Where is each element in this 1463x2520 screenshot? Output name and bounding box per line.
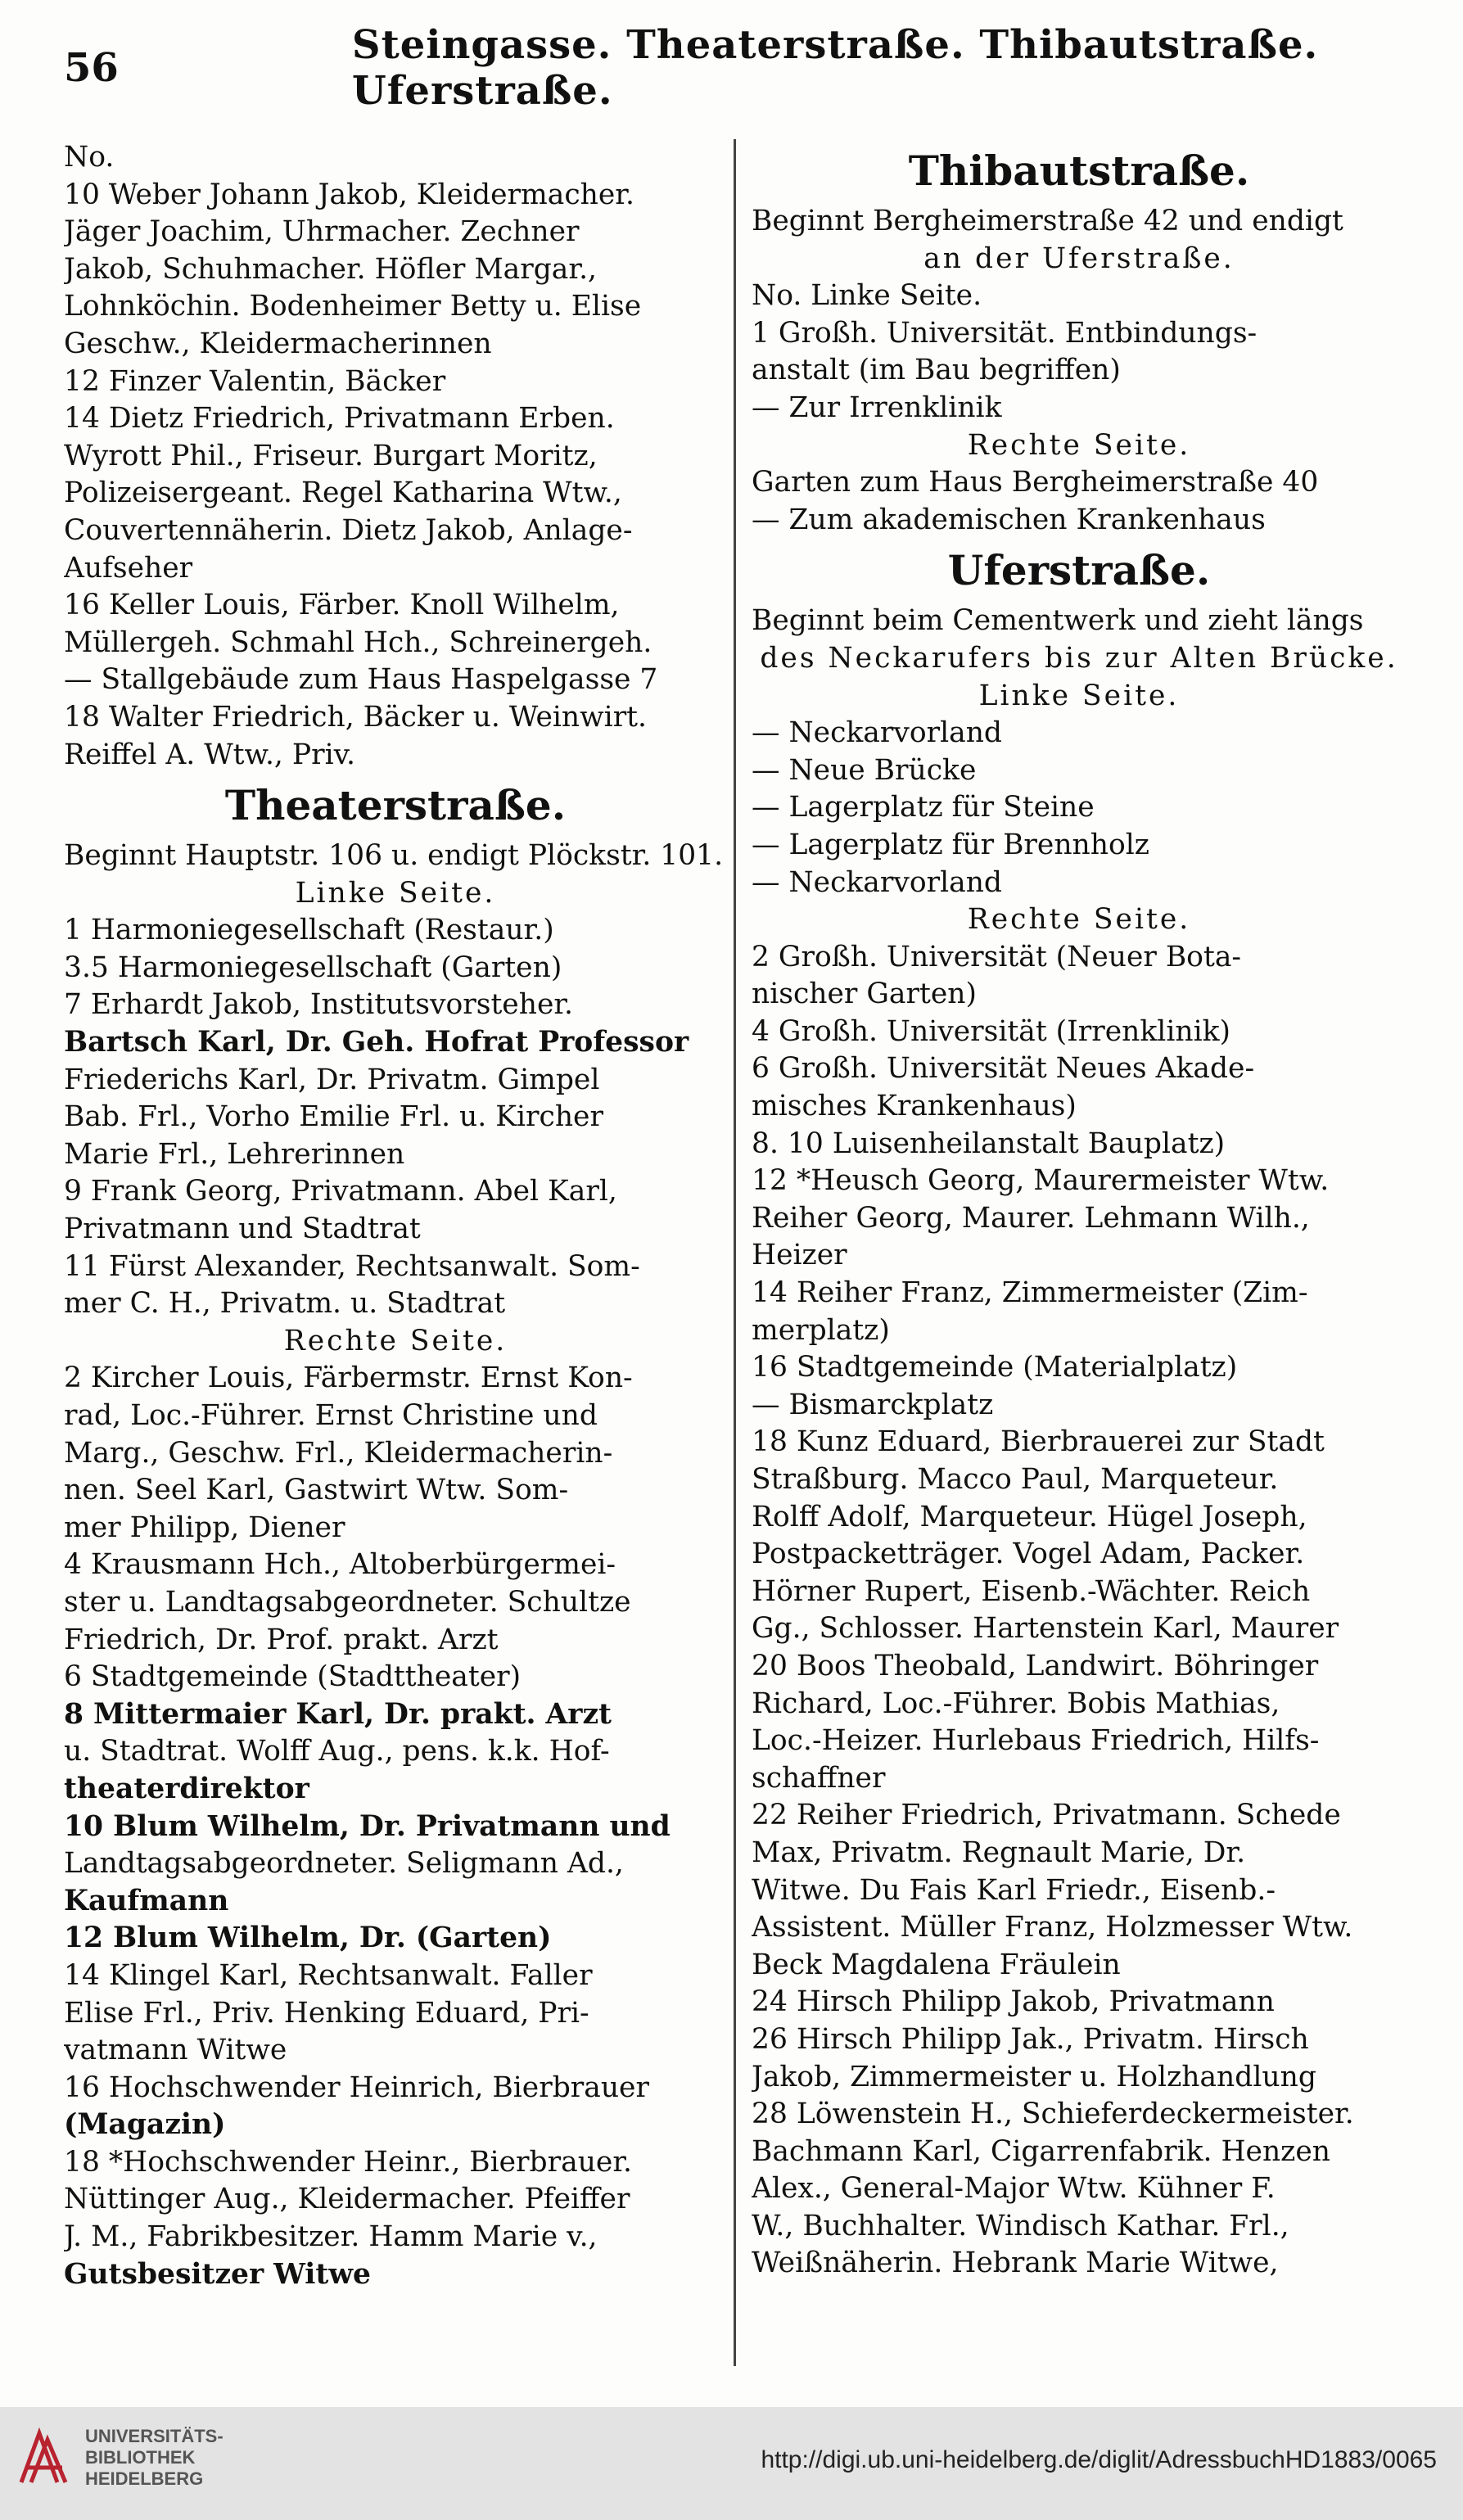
directory-line: vatmann Witwe	[64, 2034, 287, 2067]
library-logo[interactable]	[15, 2425, 224, 2491]
directory-line: anstalt (im Bau begriffen)	[752, 354, 1121, 387]
directory-line: Lohnköchin. Bodenheimer Betty u. Elise	[64, 290, 642, 323]
directory-line: 11 Fürst Alexander, Rechtsanwalt. Som-	[64, 1249, 640, 1283]
directory-line: 10 Blum Wilhelm, Dr. Privatmann und	[64, 1809, 671, 1843]
directory-line: Rechte Seite.	[967, 428, 1191, 462]
left-column	[64, 139, 727, 2293]
directory-line: Garten zum Haus Bergheimerstraße 40	[752, 466, 1319, 499]
directory-line: 3.5 Harmoniegesellschaft (Garten)	[64, 951, 562, 984]
directory-line: Müllergeh. Schmahl Hch., Schreinergeh.	[64, 625, 652, 659]
directory-line: Reiher Georg, Maurer. Lehmann Wilh.,	[752, 1201, 1310, 1235]
directory-line: 26 Hirsch Philipp Jak., Privatm. Hirsch	[752, 2022, 1309, 2056]
directory-line: Alex., General-Major Wtw. Kühner F.	[752, 2172, 1276, 2206]
directory-line: 6 Großh. Universität Neues Akade-	[752, 1052, 1255, 1086]
directory-line: Gg., Schlosser. Hartenstein Karl, Maurer	[752, 1612, 1339, 1646]
directory-line: theaterdirektor	[64, 1772, 309, 1805]
directory-line: mer C. H., Privatm. u. Stadtrat	[64, 1287, 506, 1321]
directory-line: Hörner Rupert, Eisenb.-Wächter. Reich	[752, 1574, 1311, 1608]
directory-line: Linke Seite.	[295, 876, 496, 910]
directory-line: nen. Seel Karl, Gastwirt Wtw. Som-	[64, 1474, 569, 1507]
directory-line: 4 Großh. Universität (Irrenklinik)	[752, 1014, 1230, 1048]
directory-line: Geschw., Kleidermacherinnen	[64, 327, 492, 360]
running-title: Steingasse. Theaterstraße. Thibautstraße. Uferstraße.	[351, 22, 1319, 114]
directory-line: 18 Walter Friedrich, Bäcker u. Weinwirt.	[64, 700, 648, 734]
directory-line: Aufseher	[64, 551, 193, 585]
directory-line: — Lagerplatz für Steine	[752, 791, 1095, 824]
directory-line: Postpacketträger. Vogel Adam, Packer.	[752, 1538, 1305, 1571]
directory-line: 8. 10 Luisenheilanstalt Bauplatz)	[752, 1127, 1226, 1160]
directory-line: 12 *Heusch Georg, Maurermeister Wtw.	[752, 1164, 1330, 1198]
directory-line: Marg., Geschw. Frl., Kleidermacherin-	[64, 1436, 613, 1470]
directory-line: 8 Mittermaier Karl, Dr. prakt. Arzt	[64, 1697, 612, 1731]
directory-line: Jakob, Zimmermeister u. Holzhandlung	[752, 2060, 1316, 2093]
directory-line: 1 Großh. Universität. Entbindungs-	[752, 316, 1258, 350]
directory-line: 7 Erhardt Jakob, Institutsvorsteher.	[64, 988, 574, 1022]
directory-line: Rolff Adolf, Marqueteur. Hügel Joseph,	[752, 1500, 1307, 1533]
directory-line: Beginnt beim Cementwerk und zieht längs	[752, 604, 1364, 638]
directory-line: rad, Loc.-Führer. Ernst Christine und	[64, 1399, 598, 1432]
directory-line: 12 Finzer Valentin, Bäcker	[64, 364, 446, 398]
directory-line: Landtagsabgeordneter. Seligmann Ad.,	[64, 1847, 624, 1881]
library-seal-icon	[15, 2425, 72, 2491]
directory-line: Bachmann Karl, Cigarrenfabrik. Henzen	[752, 2134, 1330, 2168]
directory-line: 16 Stadtgemeinde (Materialplatz)	[752, 1351, 1238, 1384]
directory-line: Kaufmann	[64, 1884, 229, 1917]
directory-line: — Neckarvorland	[752, 716, 1003, 750]
directory-line: Straßburg. Macco Paul, Marqueteur.	[752, 1463, 1279, 1496]
directory-line: 14 Reiher Franz, Zimmermeister (Zim-	[752, 1276, 1308, 1310]
directory-line: Nüttinger Aug., Kleidermacher. Pfeiffer	[64, 2183, 630, 2216]
directory-line: No.	[64, 141, 115, 174]
directory-line: 12 Blum Wilhelm, Dr. (Garten)	[64, 1922, 552, 1955]
directory-line: 24 Hirsch Philipp Jakob, Privatmann	[752, 1985, 1275, 2019]
directory-line: — Neckarvorland	[752, 865, 1003, 899]
directory-line: Assistent. Müller Franz, Holzmesser Wtw.	[752, 1911, 1353, 1944]
directory-line: 2 Kircher Louis, Färbermstr. Ernst Kon-	[64, 1362, 633, 1395]
permalink-url[interactable]: http://digi.ub.uni-heidelberg.de/diglit/AdressbuchHD1883/0065	[761, 2446, 1437, 2473]
page-header	[64, 22, 1407, 114]
directory-line: 4 Krausmann Hch., Altoberbürgermei-	[64, 1548, 616, 1582]
directory-line: 18 Kunz Eduard, Bierbrauerei zur Stadt	[752, 1425, 1325, 1459]
directory-line: u. Stadtrat. Wolff Aug., pens. k.k. Hof-	[64, 1735, 610, 1768]
directory-line: W., Buchhalter. Windisch Kathar. Frl.,	[752, 2209, 1289, 2242]
directory-line: Polizeisergeant. Regel Katharina Wtw.,	[64, 476, 622, 510]
directory-line: — Lagerplatz für Brennholz	[752, 828, 1149, 861]
directory-line: — Stallgebäude zum Haus Haspelgasse 7	[64, 663, 658, 697]
directory-line: Rechte Seite.	[967, 903, 1191, 937]
logo-line: UNIVERSITÄTS-	[85, 2426, 224, 2446]
directory-line: J. M., Fabrikbesitzer. Hamm Marie v.,	[64, 2220, 598, 2254]
logo-line: HEIDELBERG	[85, 2468, 204, 2489]
directory-line: Marie Frl., Lehrerinnen	[64, 1137, 405, 1171]
directory-line: Friederichs Karl, Dr. Privatm. Gimpel	[64, 1063, 600, 1096]
directory-line: an der Uferstraße.	[923, 242, 1235, 275]
column-divider	[734, 139, 736, 2366]
directory-line: nischer Garten)	[752, 978, 977, 1011]
directory-line: Privatmann und Stadtrat	[64, 1213, 421, 1246]
directory-line: — Zur Irrenklinik	[752, 391, 1002, 424]
directory-line: misches Krankenhaus)	[752, 1090, 1077, 1123]
directory-line: 22 Reiher Friedrich, Privatmann. Schede	[752, 1799, 1341, 1832]
directory-line: Reiffel A. Wtw., Priv.	[64, 738, 355, 771]
directory-line: Beginnt Hauptstr. 106 u. endigt Plöckstr. 101.	[64, 839, 724, 873]
directory-line: 1 Harmoniegesellschaft (Restaur.)	[64, 914, 554, 947]
logo-line: BIBLIOTHEK	[85, 2447, 196, 2468]
directory-line: 2 Großh. Universität (Neuer Bota-	[752, 940, 1242, 973]
directory-line: 28 Löwenstein H., Schieferdeckermeister.	[752, 2098, 1354, 2131]
directory-line: Elise Frl., Priv. Henking Eduard, Pri-	[64, 1996, 589, 2030]
directory-line: — Neue Brücke	[752, 753, 977, 787]
directory-line: 10 Weber Johann Jakob, Kleidermacher.	[64, 178, 634, 211]
directory-line: 20 Boos Theobald, Landwirt. Böhringer	[752, 1649, 1319, 1682]
directory-line: No. Linke Seite.	[752, 279, 982, 313]
directory-line: Beginnt Bergheimerstraße 42 und endigt	[752, 205, 1343, 237]
directory-line: 14 Klingel Karl, Rechtsanwalt. Faller	[64, 1958, 593, 1992]
street-heading: Thibautstraße.	[908, 147, 1250, 195]
directory-line: Beck Magdalena Fräulein	[752, 1948, 1121, 1981]
directory-line: Couvertennäherin. Dietz Jakob, Anlage-	[64, 513, 633, 547]
directory-line: (Magazin)	[64, 2108, 226, 2142]
viewer-footer	[0, 2407, 1463, 2520]
directory-line: 14 Dietz Friedrich, Privatmann Erben.	[64, 402, 615, 436]
right-column	[752, 139, 1407, 2283]
directory-line: Wyrott Phil., Friseur. Burgart Moritz,	[64, 439, 598, 472]
directory-line: Witwe. Du Fais Karl Friedr., Eisenb.-	[752, 1873, 1276, 1907]
directory-line: ster u. Landtagsabgeordneter. Schultze	[64, 1585, 631, 1619]
directory-line: 6 Stadtgemeinde (Stadttheater)	[64, 1660, 522, 1694]
directory-line: Richard, Loc.-Führer. Bobis Mathias,	[752, 1687, 1280, 1720]
library-name	[85, 2426, 224, 2490]
directory-line: Gutsbesitzer Witwe	[64, 2257, 372, 2291]
directory-line: 16 Keller Louis, Färber. Knoll Wilhelm,	[64, 589, 620, 622]
street-heading: Theaterstraße.	[224, 781, 567, 830]
directory-line: Rechte Seite.	[283, 1324, 508, 1357]
directory-line: Friedrich, Dr. Prof. prakt. Arzt	[64, 1623, 499, 1656]
street-heading: Uferstraße.	[947, 546, 1211, 595]
directory-line: — Zum akademischen Krankenhaus	[752, 503, 1266, 536]
directory-line: Linke Seite.	[978, 679, 1180, 712]
directory-line: Heizer	[752, 1239, 847, 1272]
directory-line: 16 Hochschwender Heinrich, Bierbrauer	[64, 2071, 649, 2104]
directory-line: mer Philipp, Diener	[64, 1511, 345, 1544]
directory-line: — Bismarckplatz	[752, 1388, 994, 1421]
directory-line: 9 Frank Georg, Privatmann. Abel Karl,	[64, 1175, 617, 1208]
directory-line: Bartsch Karl, Dr. Geh. Hofrat Professor	[64, 1026, 689, 1059]
directory-line: schaffner	[752, 1761, 886, 1795]
directory-line: 18 *Hochschwender Heinr., Bierbrauer.	[64, 2145, 632, 2179]
directory-line: merplatz)	[752, 1313, 890, 1347]
directory-line: Jakob, Schuhmacher. Höfler Margar.,	[64, 252, 598, 286]
page-number: 56	[64, 45, 119, 91]
directory-line: Bab. Frl., Vorho Emilie Frl. u. Kircher	[64, 1100, 603, 1134]
directory-line: Jäger Joachim, Uhrmacher. Zechner	[64, 215, 580, 249]
directory-line: Weißnäherin. Hebrank Marie Witwe,	[752, 2247, 1279, 2280]
directory-line: Max, Privatm. Regnault Marie, Dr.	[752, 1836, 1246, 1869]
directory-line: Loc.-Heizer. Hurlebaus Friedrich, Hilfs-	[752, 1724, 1320, 1758]
directory-line: des Neckarufers bis zur Alten Brücke.	[760, 641, 1398, 675]
